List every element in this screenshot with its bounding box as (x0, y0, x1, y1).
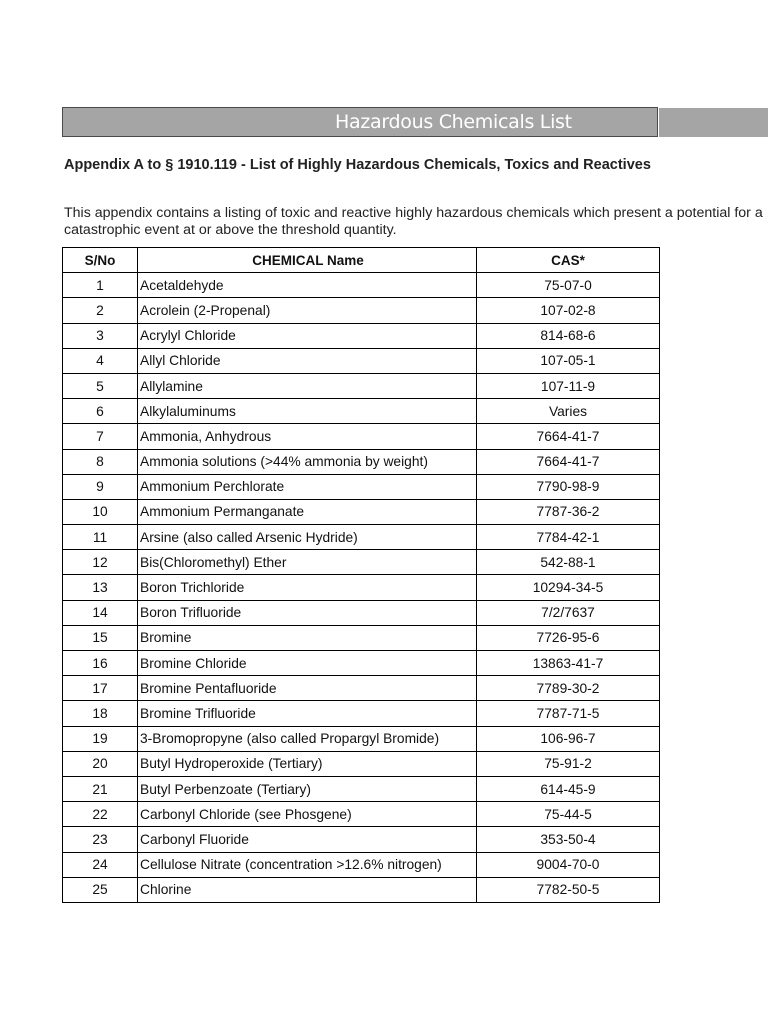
cell-chemical-name: Allyl Chloride (138, 348, 477, 373)
cell-sno: 15 (63, 625, 138, 650)
cell-sno: 25 (63, 877, 138, 902)
cell-sno: 8 (63, 449, 138, 474)
cell-chemical-name: Carbonyl Fluoride (138, 827, 477, 852)
cell-chemical-name: Alkylaluminums (138, 399, 477, 424)
cell-sno: 24 (63, 852, 138, 877)
cell-sno: 23 (63, 827, 138, 852)
cell-sno: 7 (63, 424, 138, 449)
cell-cas: 7/2/7637 (477, 600, 660, 625)
cell-cas: 7726-95-6 (477, 625, 660, 650)
cell-chemical-name: Boron Trichloride (138, 575, 477, 600)
table-row (63, 802, 660, 827)
table-row (63, 550, 660, 575)
cell-cas: 7664-41-7 (477, 449, 660, 474)
cell-sno: 21 (63, 776, 138, 801)
cell-chemical-name: Bromine Chloride (138, 651, 477, 676)
cell-sno: 13 (63, 575, 138, 600)
cell-chemical-name: Bromine Trifluoride (138, 701, 477, 726)
table-row (63, 625, 660, 650)
cell-chemical-name: Butyl Hydroperoxide (Tertiary) (138, 751, 477, 776)
cell-sno: 2 (63, 298, 138, 323)
table-row (63, 575, 660, 600)
cell-cas: 13863-41-7 (477, 651, 660, 676)
cell-cas: 106-96-7 (477, 726, 660, 751)
cell-chemical-name: Bis(Chloromethyl) Ether (138, 550, 477, 575)
table-header-row (63, 248, 660, 273)
cell-sno: 20 (63, 751, 138, 776)
cell-chemical-name: Butyl Perbenzoate (Tertiary) (138, 776, 477, 801)
cell-sno: 9 (63, 474, 138, 499)
cell-sno: 11 (63, 525, 138, 550)
cell-cas: 7664-41-7 (477, 424, 660, 449)
cell-chemical-name: Bromine (138, 625, 477, 650)
cell-chemical-name: Ammonium Permanganate (138, 499, 477, 524)
cell-chemical-name: Acrylyl Chloride (138, 323, 477, 348)
cell-cas: 10294-34-5 (477, 575, 660, 600)
table-row (63, 701, 660, 726)
table-row (63, 499, 660, 524)
cell-cas: 7789-30-2 (477, 676, 660, 701)
header-cas: CAS* (477, 248, 660, 273)
chemicals-table (62, 247, 660, 903)
cell-sno: 22 (63, 802, 138, 827)
table-row (63, 525, 660, 550)
table-row (63, 827, 660, 852)
header-sno: S/No (63, 248, 138, 273)
table-row (63, 298, 660, 323)
cell-sno: 12 (63, 550, 138, 575)
cell-sno: 1 (63, 273, 138, 298)
cell-chemical-name: 3-Bromopropyne (also called Propargyl Bromide) (138, 726, 477, 751)
cell-sno: 3 (63, 323, 138, 348)
table-row (63, 651, 660, 676)
cell-cas: 107-02-8 (477, 298, 660, 323)
cell-cas: Varies (477, 399, 660, 424)
cell-chemical-name: Chlorine (138, 877, 477, 902)
table-row (63, 852, 660, 877)
cell-cas: 7784-42-1 (477, 525, 660, 550)
description-line-2: catastrophic event at or above the threshold quantity. (64, 222, 397, 238)
cell-cas: 353-50-4 (477, 827, 660, 852)
cell-cas: 7790-98-9 (477, 474, 660, 499)
cell-chemical-name: Acrolein (2-Propenal) (138, 298, 477, 323)
cell-cas: 542-88-1 (477, 550, 660, 575)
table-row (63, 474, 660, 499)
cell-chemical-name: Cellulose Nitrate (concentration >12.6% nitrogen) (138, 852, 477, 877)
cell-sno: 19 (63, 726, 138, 751)
cell-cas: 75-91-2 (477, 751, 660, 776)
cell-cas: 75-44-5 (477, 802, 660, 827)
table-row (63, 676, 660, 701)
cell-chemical-name: Allylamine (138, 373, 477, 398)
cell-chemical-name: Acetaldehyde (138, 273, 477, 298)
cell-chemical-name: Bromine Pentafluoride (138, 676, 477, 701)
cell-cas: 614-45-9 (477, 776, 660, 801)
table-row (63, 449, 660, 474)
cell-cas: 814-68-6 (477, 323, 660, 348)
cell-sno: 17 (63, 676, 138, 701)
table-row (63, 600, 660, 625)
description-line-1: This appendix contains a listing of toxic and reactive highly hazardous chemicals which present a potential for a (64, 205, 763, 221)
table-row (63, 399, 660, 424)
cell-cas: 7782-50-5 (477, 877, 660, 902)
cell-cas: 75-07-0 (477, 273, 660, 298)
cell-chemical-name: Arsine (also called Arsenic Hydride) (138, 525, 477, 550)
cell-sno: 5 (63, 373, 138, 398)
cell-cas: 107-11-9 (477, 373, 660, 398)
table-row (63, 323, 660, 348)
cell-chemical-name: Boron Trifluoride (138, 600, 477, 625)
cell-sno: 14 (63, 600, 138, 625)
cell-chemical-name: Ammonia solutions (>44% ammonia by weight) (138, 449, 477, 474)
subtitle: Appendix A to § 1910.119 - List of Highly Hazardous Chemicals, Toxics and Reactives (64, 157, 651, 173)
cell-sno: 4 (63, 348, 138, 373)
subtitle-container (0, 156, 659, 178)
cell-chemical-name: Carbonyl Chloride (see Phosgene) (138, 802, 477, 827)
header-chemical-name: CHEMICAL Name (138, 248, 477, 273)
cell-sno: 10 (63, 499, 138, 524)
table-body (63, 273, 660, 903)
cell-cas: 9004-70-0 (477, 852, 660, 877)
table-row (63, 373, 660, 398)
table-row (63, 424, 660, 449)
table-row (63, 877, 660, 902)
cell-sno: 16 (63, 651, 138, 676)
title-bar-extension (659, 108, 768, 137)
table-row (63, 273, 660, 298)
table-row (63, 776, 660, 801)
page-title: Hazardous Chemicals List (335, 111, 572, 133)
cell-sno: 6 (63, 399, 138, 424)
cell-cas: 7787-71-5 (477, 701, 660, 726)
table-row (63, 348, 660, 373)
table-row (63, 751, 660, 776)
cell-cas: 7787-36-2 (477, 499, 660, 524)
table-row (63, 726, 660, 751)
cell-cas: 107-05-1 (477, 348, 660, 373)
description (0, 204, 763, 244)
cell-sno: 18 (63, 701, 138, 726)
cell-chemical-name: Ammonium Perchlorate (138, 474, 477, 499)
cell-chemical-name: Ammonia, Anhydrous (138, 424, 477, 449)
